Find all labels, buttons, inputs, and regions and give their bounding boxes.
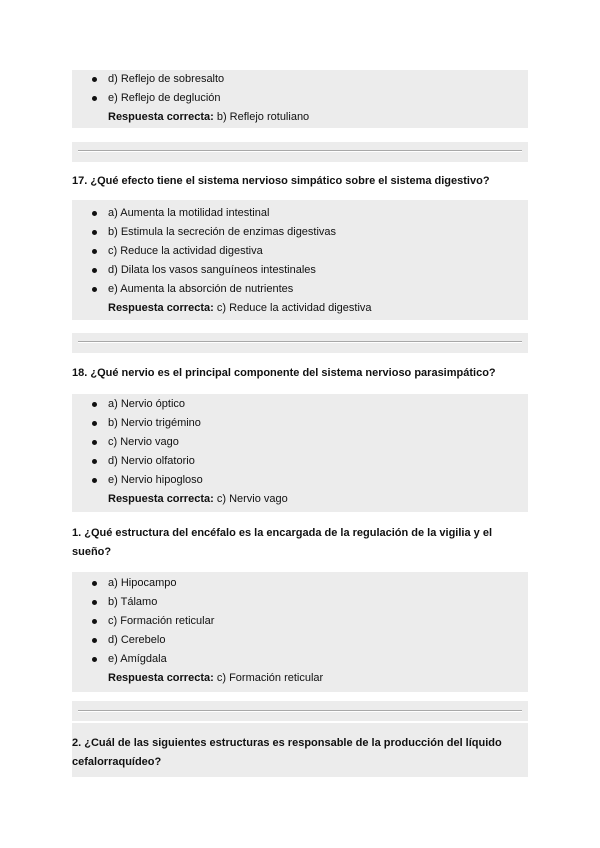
separator (72, 333, 528, 353)
option-e: e) Nervio hipogloso (72, 471, 528, 490)
option-a: a) Aumenta la motilidad intestinal (72, 204, 528, 223)
option-b: b) Estimula la secreción de enzimas digestivas (72, 223, 528, 242)
correct-answer-label: Respuesta correcta: (108, 672, 214, 684)
option-b: b) Nervio trigémino (72, 414, 528, 433)
option-e: e) Amígdala (72, 650, 528, 669)
correct-answer-label: Respuesta correcta: (108, 493, 214, 505)
correct-answer-value: c) Reduce la actividad digestiva (216, 302, 372, 314)
correct-answer (72, 490, 528, 509)
option-d: d) Dilata los vasos sanguíneos intestinales (72, 261, 528, 280)
question-1-title: 1. ¿Qué estructura del encéfalo es la encargada de la regulación de la vigilia y el sueño? (72, 527, 492, 558)
question-2-box (72, 723, 528, 777)
question-2-title: 2. ¿Cuál de las siguientes estructuras es responsable de la producción del líquido cefalorraquídeo? (72, 737, 502, 768)
option-d: d) Cerebelo (72, 631, 528, 650)
correct-answer-value: b) Reflejo rotuliano (216, 111, 310, 123)
question-17-options-box (72, 200, 528, 320)
question-16-options-box (72, 70, 528, 128)
correct-answer-label: Respuesta correcta: (108, 111, 214, 123)
option-d: d) Reflejo de sobresalto (72, 70, 528, 89)
question-16-options (72, 70, 528, 108)
option-d: d) Nervio olfatorio (72, 452, 528, 471)
correct-answer (72, 299, 528, 318)
option-a: a) Hipocampo (72, 574, 528, 593)
correct-answer-value: c) Nervio vago (216, 493, 288, 505)
option-a: a) Nervio óptico (72, 395, 528, 414)
correct-answer (72, 669, 528, 688)
correct-answer-label: Respuesta correcta: (108, 302, 214, 314)
option-c: c) Formación reticular (72, 612, 528, 631)
option-e: e) Reflejo de deglución (72, 89, 528, 108)
question-18-options-box (72, 394, 528, 512)
question-1-options-box (72, 572, 528, 692)
question-18-options (72, 395, 528, 490)
option-b: b) Tálamo (72, 593, 528, 612)
question-17-title: 17. ¿Qué efecto tiene el sistema nervioso simpático sobre el sistema digestivo? (72, 175, 490, 187)
question-18-title: 18. ¿Qué nervio es el principal componente del sistema nervioso parasimpático? (72, 367, 496, 379)
option-c: c) Reduce la actividad digestiva (72, 242, 528, 261)
option-e: e) Aumenta la absorción de nutrientes (72, 280, 528, 299)
option-c: c) Nervio vago (72, 433, 528, 452)
question-1-options (72, 574, 528, 669)
correct-answer-value: c) Formación reticular (216, 672, 324, 684)
question-17-options (72, 204, 528, 299)
separator (72, 701, 528, 721)
separator (72, 142, 528, 162)
correct-answer (72, 108, 528, 127)
